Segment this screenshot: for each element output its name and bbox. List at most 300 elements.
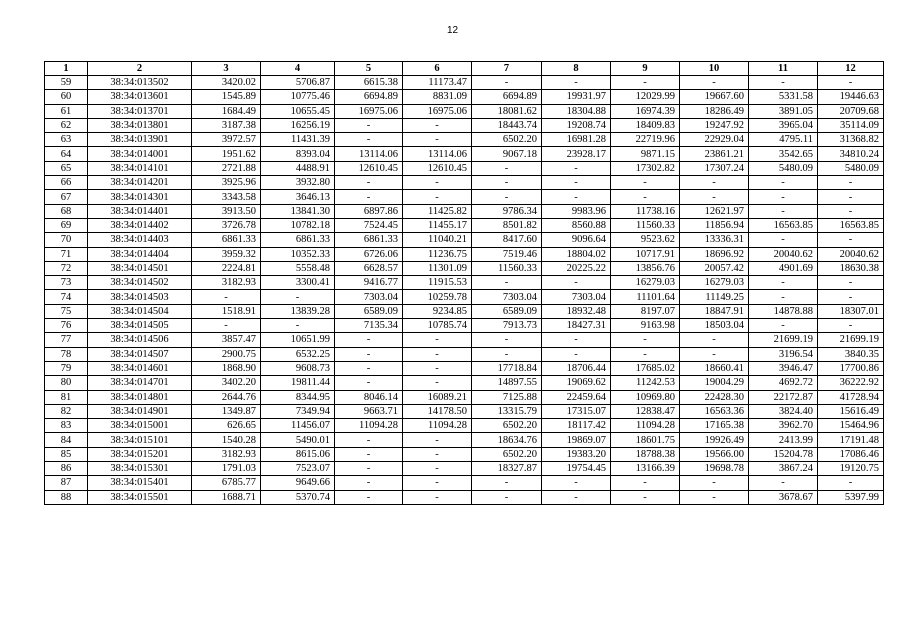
table-row bbox=[45, 204, 884, 218]
table-cell: 5480.09 bbox=[818, 161, 884, 175]
table-cell: 9163.98 bbox=[611, 319, 680, 333]
table-cell: - bbox=[335, 133, 403, 147]
table-cell: 6726.06 bbox=[335, 247, 403, 261]
table-cell: 11560.33 bbox=[472, 261, 542, 275]
table-cell: 38:34:014506 bbox=[88, 333, 192, 347]
table-cell: - bbox=[542, 333, 611, 347]
table-row bbox=[45, 233, 884, 247]
table-cell: 62 bbox=[45, 118, 88, 132]
table-cell: 38:34:014901 bbox=[88, 404, 192, 418]
table-cell: - bbox=[403, 176, 472, 190]
table-cell: 79 bbox=[45, 361, 88, 375]
table-cell: 12610.45 bbox=[403, 161, 472, 175]
table-cell: 8197.07 bbox=[611, 304, 680, 318]
table-cell: 13841.30 bbox=[261, 204, 335, 218]
table-cell: 11431.39 bbox=[261, 133, 335, 147]
table-row bbox=[45, 218, 884, 232]
table-cell: 38:34:014701 bbox=[88, 376, 192, 390]
table-cell: - bbox=[335, 490, 403, 504]
table-cell: - bbox=[403, 333, 472, 347]
table-cell: 16975.06 bbox=[403, 104, 472, 118]
table-cell: 11101.64 bbox=[611, 290, 680, 304]
table-cell: - bbox=[403, 361, 472, 375]
table-cell: - bbox=[192, 290, 261, 304]
table-cell: 5490.01 bbox=[261, 433, 335, 447]
table-cell: - bbox=[818, 176, 884, 190]
table-cell: 38:34:014101 bbox=[88, 161, 192, 175]
table-cell: 11738.16 bbox=[611, 204, 680, 218]
table-cell: - bbox=[749, 476, 818, 490]
table-cell: - bbox=[403, 133, 472, 147]
table-cell: 7125.88 bbox=[472, 390, 542, 404]
table-cell: 3925.96 bbox=[192, 176, 261, 190]
table-cell: 3959.32 bbox=[192, 247, 261, 261]
table-cell: 6861.33 bbox=[261, 233, 335, 247]
table-cell: - bbox=[611, 347, 680, 361]
table-cell: - bbox=[818, 276, 884, 290]
table-cell: 3196.54 bbox=[749, 347, 818, 361]
table-cell: 18696.92 bbox=[680, 247, 749, 261]
table-cell: - bbox=[680, 176, 749, 190]
table-cell: 12621.97 bbox=[680, 204, 749, 218]
table-cell: - bbox=[403, 376, 472, 390]
data-table bbox=[44, 61, 884, 505]
table-cell: 13839.28 bbox=[261, 304, 335, 318]
table-cell: 9067.18 bbox=[472, 147, 542, 161]
table-cell: 19004.29 bbox=[680, 376, 749, 390]
table-cell: 38:34:014503 bbox=[88, 290, 192, 304]
table-cell: 38:34:013502 bbox=[88, 76, 192, 90]
table-row bbox=[45, 419, 884, 433]
table-cell: 5397.99 bbox=[818, 490, 884, 504]
table-cell: - bbox=[749, 276, 818, 290]
table-cell: 19069.62 bbox=[542, 376, 611, 390]
table-cell: 19566.00 bbox=[680, 447, 749, 461]
table-cell: - bbox=[818, 76, 884, 90]
table-cell: 14878.88 bbox=[749, 304, 818, 318]
table-cell: 70 bbox=[45, 233, 88, 247]
column-header-5: 5 bbox=[335, 62, 403, 76]
table-cell: 5706.87 bbox=[261, 76, 335, 90]
table-cell: 77 bbox=[45, 333, 88, 347]
table-cell: 82 bbox=[45, 404, 88, 418]
table-cell: 22719.96 bbox=[611, 133, 680, 147]
table-cell: 20040.62 bbox=[749, 247, 818, 261]
table-cell: 3840.35 bbox=[818, 347, 884, 361]
table-cell: - bbox=[542, 276, 611, 290]
table-cell: - bbox=[192, 319, 261, 333]
table-cell: 2900.75 bbox=[192, 347, 261, 361]
table-cell: - bbox=[472, 76, 542, 90]
table-cell: 38:34:014402 bbox=[88, 218, 192, 232]
table-cell: - bbox=[335, 176, 403, 190]
table-cell: 11242.53 bbox=[611, 376, 680, 390]
table-cell: 78 bbox=[45, 347, 88, 361]
table-cell: 19383.20 bbox=[542, 447, 611, 461]
table-cell: 38:34:014502 bbox=[88, 276, 192, 290]
table-cell: 38:34:013601 bbox=[88, 90, 192, 104]
table-cell: 19869.07 bbox=[542, 433, 611, 447]
table-cell: - bbox=[403, 447, 472, 461]
table-cell: 36222.92 bbox=[818, 376, 884, 390]
table-cell: 38:34:014504 bbox=[88, 304, 192, 318]
table-row bbox=[45, 176, 884, 190]
table-cell: 38:34:015301 bbox=[88, 462, 192, 476]
table-cell: 38:34:015201 bbox=[88, 447, 192, 461]
table-cell: - bbox=[335, 433, 403, 447]
table-cell: 2644.76 bbox=[192, 390, 261, 404]
table-cell: 1540.28 bbox=[192, 433, 261, 447]
table-row bbox=[45, 190, 884, 204]
table-cell: 3420.02 bbox=[192, 76, 261, 90]
column-header-10: 10 bbox=[680, 62, 749, 76]
table-cell: - bbox=[818, 204, 884, 218]
table-cell: 5480.09 bbox=[749, 161, 818, 175]
table-cell: 10782.18 bbox=[261, 218, 335, 232]
table-cell: - bbox=[749, 319, 818, 333]
table-cell: 3867.24 bbox=[749, 462, 818, 476]
table-cell: - bbox=[680, 76, 749, 90]
table-cell: 7303.04 bbox=[542, 290, 611, 304]
table-cell: 18706.44 bbox=[542, 361, 611, 375]
table-row bbox=[45, 276, 884, 290]
table-cell: - bbox=[818, 290, 884, 304]
table-cell: - bbox=[611, 490, 680, 504]
table-cell: - bbox=[403, 490, 472, 504]
table-cell: 1545.89 bbox=[192, 90, 261, 104]
table-cell: 11301.09 bbox=[403, 261, 472, 275]
table-row bbox=[45, 118, 884, 132]
table-cell: 38:34:013801 bbox=[88, 118, 192, 132]
table-row bbox=[45, 90, 884, 104]
table-cell: 13315.79 bbox=[472, 404, 542, 418]
table-cell: 8615.06 bbox=[261, 447, 335, 461]
table-cell: 8046.14 bbox=[335, 390, 403, 404]
table-cell: 61 bbox=[45, 104, 88, 118]
table-cell: 38:34:014001 bbox=[88, 147, 192, 161]
table-cell: 6502.20 bbox=[472, 419, 542, 433]
table-cell: - bbox=[261, 290, 335, 304]
table-cell: - bbox=[680, 490, 749, 504]
table-cell: 38:34:014505 bbox=[88, 319, 192, 333]
table-cell: 19446.63 bbox=[818, 90, 884, 104]
table-cell: 16089.21 bbox=[403, 390, 472, 404]
table-cell: 3187.38 bbox=[192, 118, 261, 132]
table-cell: 13166.39 bbox=[611, 462, 680, 476]
table-row bbox=[45, 462, 884, 476]
table-cell: 6785.77 bbox=[192, 476, 261, 490]
table-row bbox=[45, 319, 884, 333]
table-cell: - bbox=[472, 333, 542, 347]
table-cell: 2721.88 bbox=[192, 161, 261, 175]
table-cell: 18601.75 bbox=[611, 433, 680, 447]
table-row bbox=[45, 333, 884, 347]
table-cell: 3962.70 bbox=[749, 419, 818, 433]
table-cell: 19811.44 bbox=[261, 376, 335, 390]
table-cell: 38:34:014403 bbox=[88, 233, 192, 247]
table-cell: 38:34:014201 bbox=[88, 176, 192, 190]
table-cell: - bbox=[472, 490, 542, 504]
table-cell: 2224.81 bbox=[192, 261, 261, 275]
table-cell: 6897.86 bbox=[335, 204, 403, 218]
table-cell: - bbox=[542, 176, 611, 190]
table-cell: 10775.46 bbox=[261, 90, 335, 104]
column-header-12: 12 bbox=[818, 62, 884, 76]
table-cell: 13856.76 bbox=[611, 261, 680, 275]
table-cell: - bbox=[818, 190, 884, 204]
table-cell: 18634.76 bbox=[472, 433, 542, 447]
table-cell: - bbox=[335, 190, 403, 204]
table-cell: - bbox=[749, 190, 818, 204]
table-cell: 22172.87 bbox=[749, 390, 818, 404]
column-header-7: 7 bbox=[472, 62, 542, 76]
column-header-1: 1 bbox=[45, 62, 88, 76]
table-cell: 23928.17 bbox=[542, 147, 611, 161]
table-cell: - bbox=[403, 190, 472, 204]
table-cell: - bbox=[611, 76, 680, 90]
table-cell: - bbox=[818, 319, 884, 333]
table-cell: 10651.99 bbox=[261, 333, 335, 347]
table-cell: 35114.09 bbox=[818, 118, 884, 132]
table-cell: - bbox=[542, 190, 611, 204]
table-cell: 65 bbox=[45, 161, 88, 175]
table-cell: - bbox=[472, 190, 542, 204]
table-cell: 11856.94 bbox=[680, 218, 749, 232]
table-row bbox=[45, 433, 884, 447]
table-cell: 8831.09 bbox=[403, 90, 472, 104]
table-cell: 11173.47 bbox=[403, 76, 472, 90]
table-cell: - bbox=[403, 118, 472, 132]
table-row bbox=[45, 476, 884, 490]
table-cell: - bbox=[335, 347, 403, 361]
table-cell: 16981.28 bbox=[542, 133, 611, 147]
table-cell: 66 bbox=[45, 176, 88, 190]
table-cell: 6502.20 bbox=[472, 447, 542, 461]
table-cell: - bbox=[472, 347, 542, 361]
table-cell: 17086.46 bbox=[818, 447, 884, 461]
table-cell: - bbox=[335, 118, 403, 132]
table-cell: 6502.20 bbox=[472, 133, 542, 147]
column-header-9: 9 bbox=[611, 62, 680, 76]
table-cell: 14178.50 bbox=[403, 404, 472, 418]
table-cell: - bbox=[542, 347, 611, 361]
table-cell: - bbox=[749, 76, 818, 90]
table-cell: 12838.47 bbox=[611, 404, 680, 418]
table-cell: 9786.34 bbox=[472, 204, 542, 218]
table-cell: 16563.36 bbox=[680, 404, 749, 418]
table-cell: 63 bbox=[45, 133, 88, 147]
table-cell: 10785.74 bbox=[403, 319, 472, 333]
table-cell: 19208.74 bbox=[542, 118, 611, 132]
table-cell: 9096.64 bbox=[542, 233, 611, 247]
table-cell: - bbox=[542, 490, 611, 504]
table-cell: 19926.49 bbox=[680, 433, 749, 447]
table-cell: 3678.67 bbox=[749, 490, 818, 504]
table-cell: - bbox=[542, 161, 611, 175]
table-cell: 18307.01 bbox=[818, 304, 884, 318]
table-cell: 19247.92 bbox=[680, 118, 749, 132]
table-row bbox=[45, 390, 884, 404]
table-cell: 1688.71 bbox=[192, 490, 261, 504]
table-cell: 12610.45 bbox=[335, 161, 403, 175]
table-cell: 17685.02 bbox=[611, 361, 680, 375]
table-cell: 38:34:015101 bbox=[88, 433, 192, 447]
table-cell: 69 bbox=[45, 218, 88, 232]
table-cell: 6615.38 bbox=[335, 76, 403, 90]
table-cell: 3891.05 bbox=[749, 104, 818, 118]
table-cell: 6861.33 bbox=[335, 233, 403, 247]
table-cell: 11456.07 bbox=[261, 419, 335, 433]
table-cell: 1518.91 bbox=[192, 304, 261, 318]
table-cell: - bbox=[749, 176, 818, 190]
table-cell: 71 bbox=[45, 247, 88, 261]
table-cell: 1951.62 bbox=[192, 147, 261, 161]
table-cell: 22929.04 bbox=[680, 133, 749, 147]
table-cell: 3857.47 bbox=[192, 333, 261, 347]
table-cell: 18788.38 bbox=[611, 447, 680, 461]
table-cell: 4795.11 bbox=[749, 133, 818, 147]
table-cell: 85 bbox=[45, 447, 88, 461]
table-cell: 20040.62 bbox=[818, 247, 884, 261]
table-cell: 10352.33 bbox=[261, 247, 335, 261]
table-cell: 6628.57 bbox=[335, 261, 403, 275]
table-cell: 15464.96 bbox=[818, 419, 884, 433]
table-cell: 31368.82 bbox=[818, 133, 884, 147]
table-cell: 9871.15 bbox=[611, 147, 680, 161]
table-cell: 16279.03 bbox=[680, 276, 749, 290]
table-cell: 83 bbox=[45, 419, 88, 433]
table-cell: - bbox=[261, 319, 335, 333]
table-cell: - bbox=[403, 476, 472, 490]
table-cell: 3182.93 bbox=[192, 447, 261, 461]
table-cell: - bbox=[335, 447, 403, 461]
table-cell: 4901.69 bbox=[749, 261, 818, 275]
table-cell: 4488.91 bbox=[261, 161, 335, 175]
table-cell: - bbox=[472, 276, 542, 290]
table-row bbox=[45, 304, 884, 318]
table-cell: 38:34:014404 bbox=[88, 247, 192, 261]
table-cell: 87 bbox=[45, 476, 88, 490]
table-cell: 73 bbox=[45, 276, 88, 290]
table-cell: 38:34:014801 bbox=[88, 390, 192, 404]
table-cell: 12029.99 bbox=[611, 90, 680, 104]
table-cell: 72 bbox=[45, 261, 88, 275]
table-cell: 17165.38 bbox=[680, 419, 749, 433]
column-header-3: 3 bbox=[192, 62, 261, 76]
column-header-4: 4 bbox=[261, 62, 335, 76]
table-cell: - bbox=[335, 361, 403, 375]
table-cell: 75 bbox=[45, 304, 88, 318]
table-cell: 6694.89 bbox=[335, 90, 403, 104]
table-cell: 17700.86 bbox=[818, 361, 884, 375]
table-cell: 1684.49 bbox=[192, 104, 261, 118]
table-cell: 16975.06 bbox=[335, 104, 403, 118]
table-cell: - bbox=[611, 176, 680, 190]
table-row bbox=[45, 261, 884, 275]
table-cell: 9416.77 bbox=[335, 276, 403, 290]
table-cell: 76 bbox=[45, 319, 88, 333]
table-cell: 15204.78 bbox=[749, 447, 818, 461]
table-cell: 18286.49 bbox=[680, 104, 749, 118]
column-header-6: 6 bbox=[403, 62, 472, 76]
table-cell: 16563.85 bbox=[749, 218, 818, 232]
table-cell: 21699.19 bbox=[749, 333, 818, 347]
table-cell: 20225.22 bbox=[542, 261, 611, 275]
table-cell: 626.65 bbox=[192, 419, 261, 433]
table-cell: 7303.04 bbox=[472, 290, 542, 304]
table-cell: - bbox=[472, 476, 542, 490]
table-cell: 13114.06 bbox=[403, 147, 472, 161]
table-cell: 8393.04 bbox=[261, 147, 335, 161]
table-cell: 22459.64 bbox=[542, 390, 611, 404]
table-cell: 5558.48 bbox=[261, 261, 335, 275]
table-cell: - bbox=[403, 347, 472, 361]
table-cell: - bbox=[335, 376, 403, 390]
table-row bbox=[45, 361, 884, 375]
table-cell: 16974.39 bbox=[611, 104, 680, 118]
table-cell: 19667.60 bbox=[680, 90, 749, 104]
table-cell: 10259.78 bbox=[403, 290, 472, 304]
table-cell: 3542.65 bbox=[749, 147, 818, 161]
table-cell: 11455.17 bbox=[403, 218, 472, 232]
table-cell: 18117.42 bbox=[542, 419, 611, 433]
table-cell: - bbox=[611, 476, 680, 490]
table-cell: 19754.45 bbox=[542, 462, 611, 476]
table-cell: 1868.90 bbox=[192, 361, 261, 375]
table-cell: 17302.82 bbox=[611, 161, 680, 175]
table-cell: - bbox=[818, 233, 884, 247]
table-cell: - bbox=[472, 161, 542, 175]
table-cell: 17718.84 bbox=[472, 361, 542, 375]
table-cell: - bbox=[680, 476, 749, 490]
table-cell: - bbox=[680, 333, 749, 347]
table-cell: 14897.55 bbox=[472, 376, 542, 390]
table-cell: 38:34:015501 bbox=[88, 490, 192, 504]
table-cell: 11236.75 bbox=[403, 247, 472, 261]
table-body bbox=[45, 76, 884, 505]
table-cell: - bbox=[749, 233, 818, 247]
table-cell: 6532.25 bbox=[261, 347, 335, 361]
table-cell: 88 bbox=[45, 490, 88, 504]
table-cell: 38:34:015001 bbox=[88, 419, 192, 433]
table-cell: 10969.80 bbox=[611, 390, 680, 404]
table-cell: 67 bbox=[45, 190, 88, 204]
table-cell: 11040.21 bbox=[403, 233, 472, 247]
table-cell: 3965.04 bbox=[749, 118, 818, 132]
table-cell: 11915.53 bbox=[403, 276, 472, 290]
table-cell: 80 bbox=[45, 376, 88, 390]
table-cell: - bbox=[542, 76, 611, 90]
table-cell: 5331.58 bbox=[749, 90, 818, 104]
column-header-8: 8 bbox=[542, 62, 611, 76]
table-cell: 8560.88 bbox=[542, 218, 611, 232]
header-row bbox=[45, 62, 884, 76]
table-cell: 9523.62 bbox=[611, 233, 680, 247]
table-cell: 13336.31 bbox=[680, 233, 749, 247]
table-cell: 22428.30 bbox=[680, 390, 749, 404]
table-cell: 21699.19 bbox=[818, 333, 884, 347]
table-cell: 19120.75 bbox=[818, 462, 884, 476]
table-cell: 3402.20 bbox=[192, 376, 261, 390]
table-cell: 38:34:013901 bbox=[88, 133, 192, 147]
table-cell: 10717.91 bbox=[611, 247, 680, 261]
table-row bbox=[45, 147, 884, 161]
column-header-2: 2 bbox=[88, 62, 192, 76]
table-row bbox=[45, 133, 884, 147]
table-cell: 17307.24 bbox=[680, 161, 749, 175]
table-cell: 9649.66 bbox=[261, 476, 335, 490]
table-cell: 74 bbox=[45, 290, 88, 304]
